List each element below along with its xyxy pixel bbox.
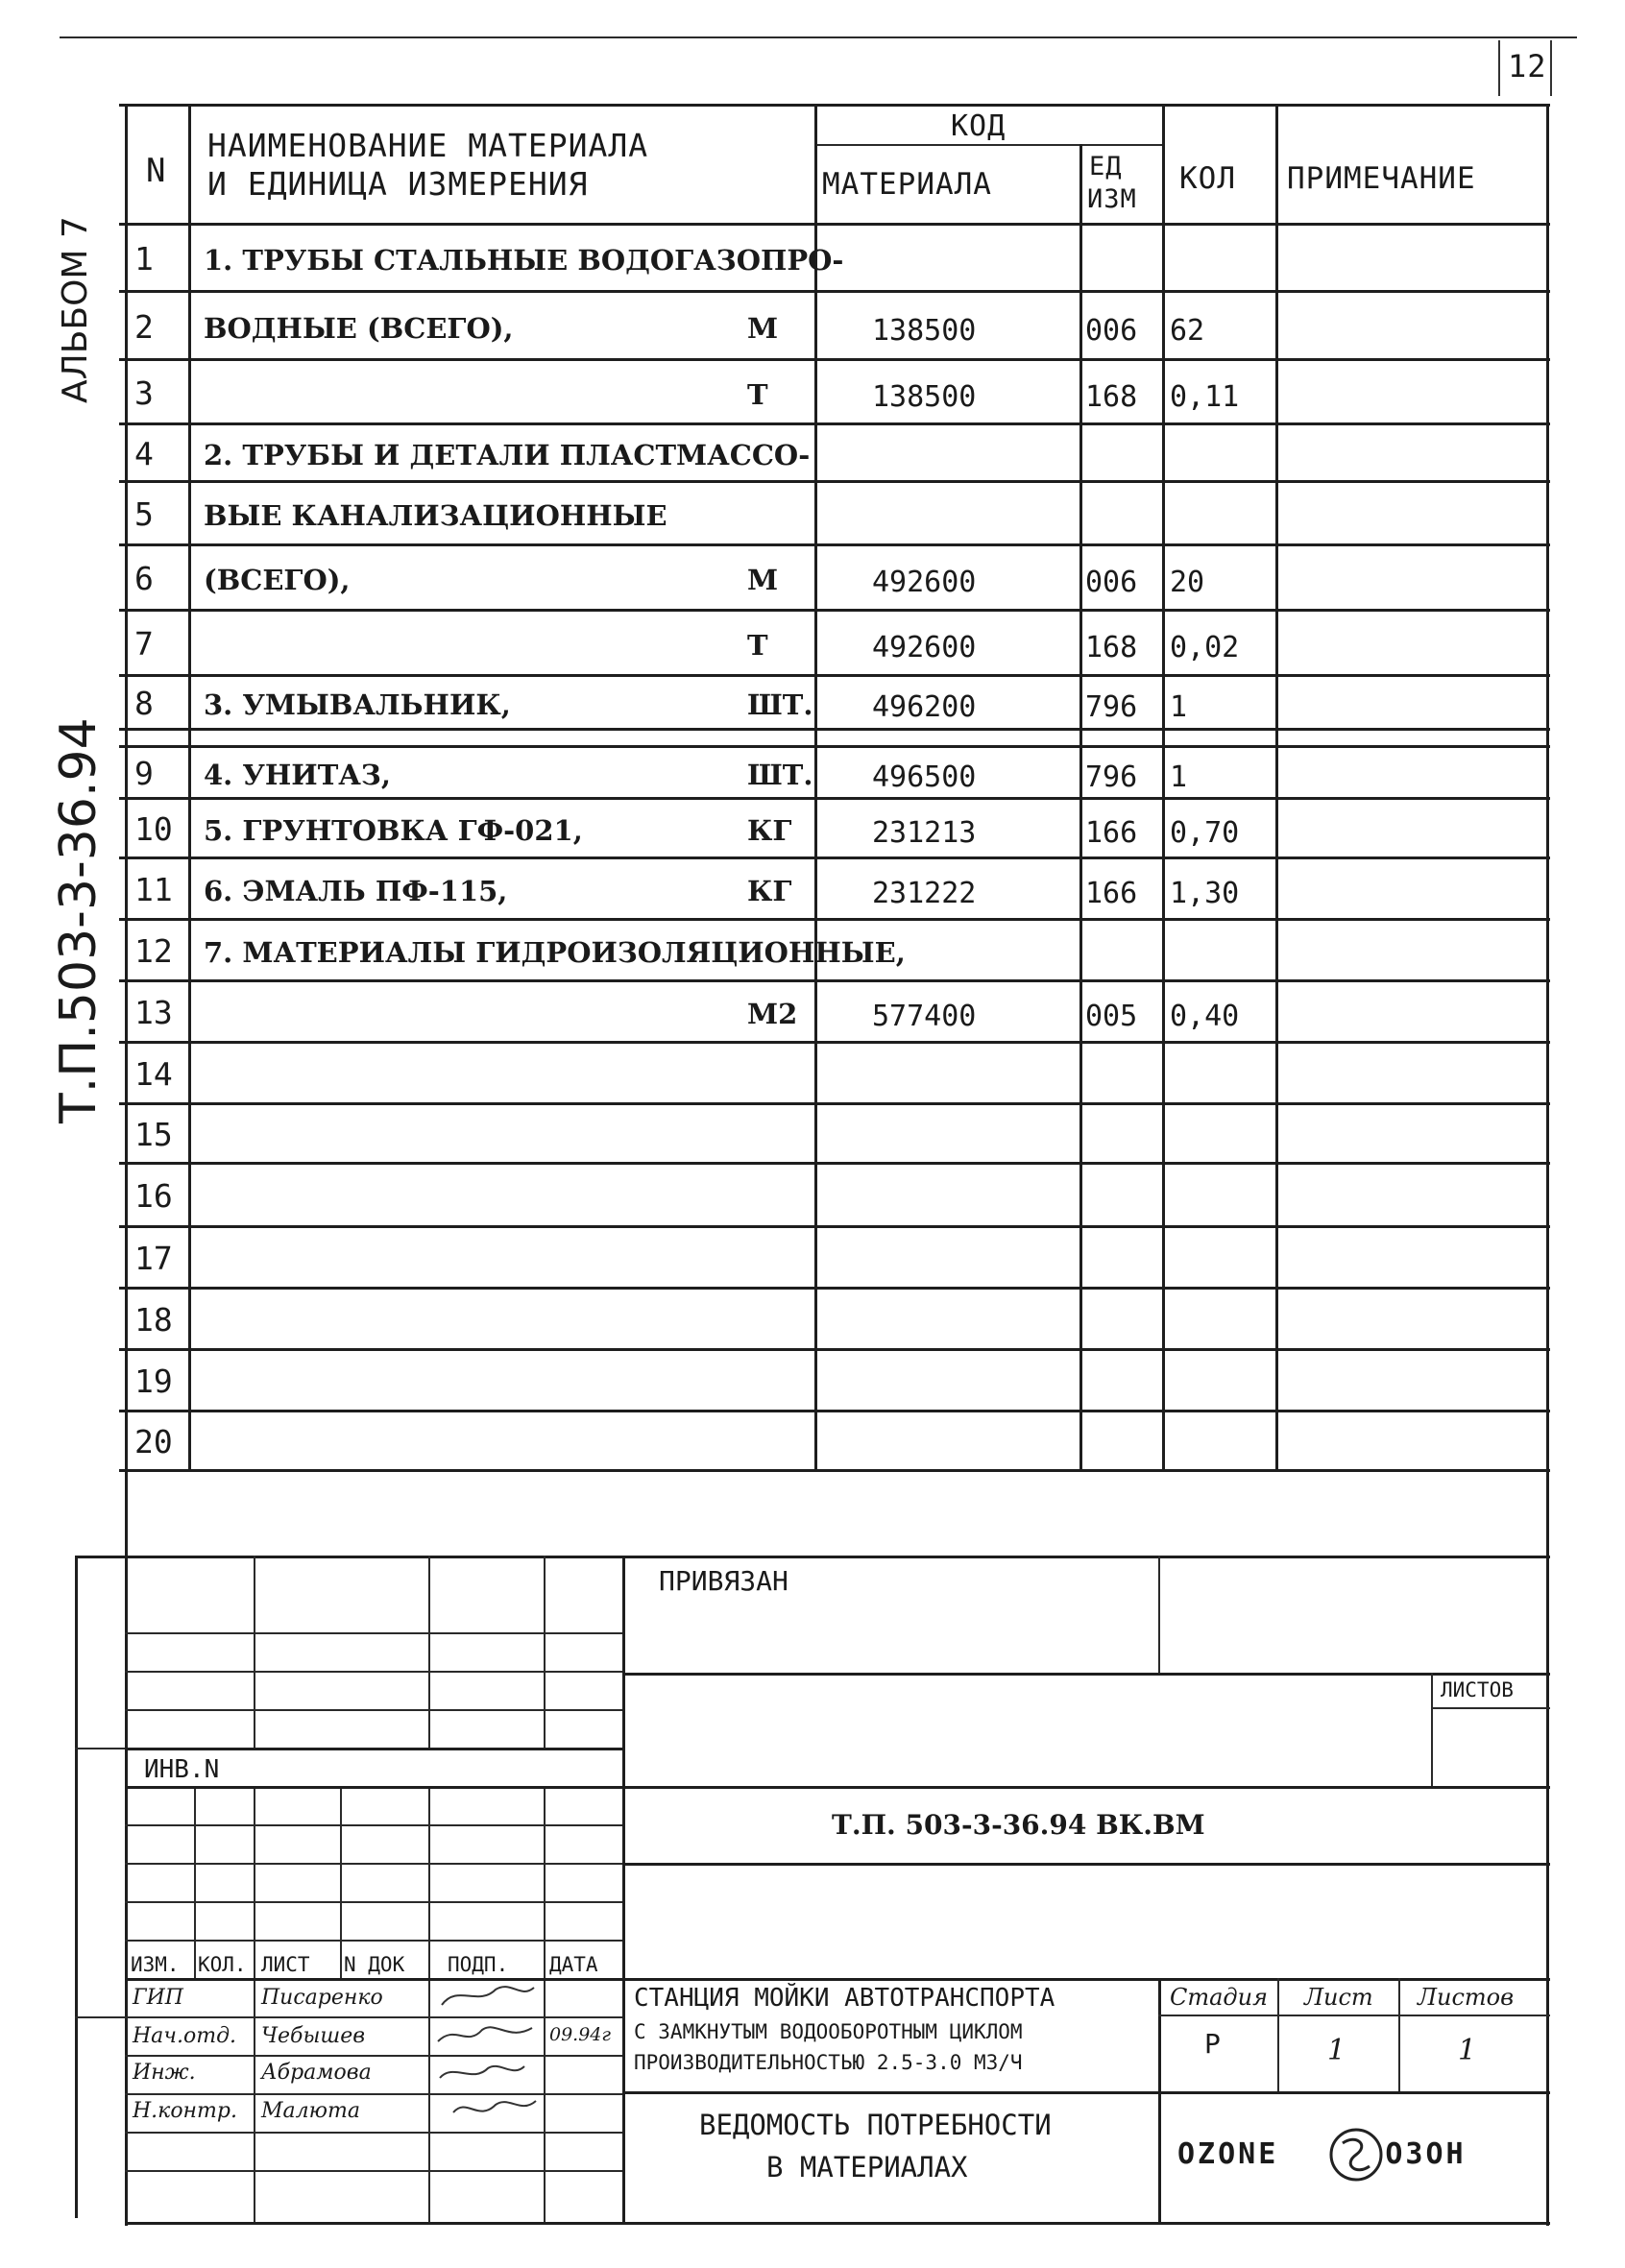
row-qty: 20	[1170, 566, 1205, 599]
row-number: 1	[134, 240, 154, 277]
row-unit: ШТ.	[747, 759, 813, 791]
row-number: 19	[134, 1363, 173, 1400]
doc-title-line2: В МАТЕРИАЛАХ	[766, 2151, 968, 2184]
row-number: 8	[134, 685, 154, 722]
doc-title-line1: ВЕДОМОСТЬ ПОТРЕБНОСТИ	[699, 2109, 1052, 2141]
row-number: 10	[134, 810, 173, 848]
row-name: 6. ЭМАЛЬ ПФ-115,	[204, 875, 508, 907]
row-number: 4	[134, 435, 154, 472]
ozone-logo	[1177, 2122, 1533, 2189]
row-unit: М2	[747, 998, 798, 1030]
row-name: 3. УМЫВАЛЬНИК,	[204, 688, 511, 721]
row-material-code: 492600	[872, 631, 977, 664]
header-code: КОД	[951, 109, 1007, 143]
date-nach: 09.94г	[549, 2024, 611, 2045]
row-unit-code: 168	[1085, 631, 1138, 664]
row-number: 9	[134, 755, 154, 792]
station-line2: С ЗАМКНУТЫМ ВОДООБОРОТНЫМ ЦИКЛОМ	[634, 2020, 1023, 2043]
row-number: 16	[134, 1177, 173, 1215]
name-inzh: Абрамова	[261, 2061, 372, 2085]
row-name: 4. УНИТАЗ,	[204, 759, 391, 791]
row-number: 15	[134, 1116, 173, 1153]
sheets-label: ЛИСТОВ	[1441, 1678, 1514, 1701]
station-line1: СТАНЦИЯ МОЙКИ АВТОТРАНСПОРТА	[634, 1984, 1055, 2013]
signatures-svg	[428, 1978, 544, 2170]
col-podp: ПОДП.	[448, 1953, 509, 1976]
stage-label: Стадия	[1170, 1984, 1268, 2011]
role-nach: Нач.отд.	[133, 2024, 237, 2048]
row-name: 7. МАТЕРИАЛЫ ГИДРОИЗОЛЯЦИОННЫЕ,	[204, 936, 906, 969]
col-list: ЛИСТ	[261, 1953, 310, 1976]
row-material-code: 496500	[872, 760, 977, 794]
col-data: ДАТА	[549, 1953, 598, 1976]
row-number: 14	[134, 1055, 173, 1093]
row-material-code: 496200	[872, 690, 977, 724]
row-unit-code: 166	[1085, 877, 1138, 910]
row-material-code: 231222	[872, 877, 977, 910]
row-number: 20	[134, 1423, 173, 1460]
row-material-code: 492600	[872, 566, 977, 599]
col-izm: ИЗМ.	[131, 1953, 180, 1976]
row-unit-code: 166	[1085, 816, 1138, 850]
row-unit-code: 005	[1085, 1000, 1138, 1033]
header-no: N	[146, 152, 167, 190]
header-note: ПРИМЕЧАНИЕ	[1287, 161, 1476, 196]
ozone-logo-mark	[1177, 2122, 1533, 2189]
row-unit: КГ	[747, 875, 792, 907]
row-qty: 1,30	[1170, 877, 1240, 910]
signature-nkontr	[453, 2101, 536, 2112]
row-qty: 0,11	[1170, 379, 1240, 414]
row-unit: Т	[747, 629, 768, 662]
header-name-line1: НАИМЕНОВАНИЕ МАТЕРИАЛА	[207, 127, 649, 164]
row-qty: 0,40	[1170, 1000, 1240, 1033]
side-project-label: Т.П.503-3-36.94	[50, 717, 108, 1123]
row-qty: 1	[1170, 690, 1188, 724]
row-number: 12	[134, 932, 173, 970]
row-number: 3	[134, 374, 154, 412]
role-inzh: Инж.	[133, 2061, 196, 2085]
row-unit: М	[747, 311, 779, 345]
sheet-label: Лист	[1304, 1984, 1373, 2011]
role-nkontr: Н.контр.	[133, 2099, 237, 2123]
header-material: МАТЕРИАЛА	[822, 167, 992, 202]
row-qty: 0,02	[1170, 631, 1240, 664]
row-name: 1. ТРУБЫ СТАЛЬНЫЕ ВОДОГАЗОПРО-	[204, 244, 844, 277]
stage-value: Р	[1204, 2028, 1221, 2060]
row-unit-code: 796	[1085, 690, 1138, 724]
row-number: 18	[134, 1301, 173, 1339]
designation: Т.П. 503-3-36.94 ВК.ВМ	[832, 1809, 1205, 1841]
row-name: (ВСЕГО),	[204, 564, 351, 596]
signature-inzh	[440, 2066, 524, 2078]
name-nkontr: Малюта	[261, 2099, 360, 2123]
header-unit-line2: ИЗМ	[1087, 184, 1137, 214]
name-gip: Писаренко	[261, 1986, 383, 2010]
row-name: ВЫЕ КАНАЛИЗАЦИОННЫЕ	[204, 499, 667, 532]
row-number: 11	[134, 871, 173, 908]
row-material-code: 138500	[872, 379, 977, 414]
row-unit: Т	[747, 377, 768, 411]
ozone-logo-text: OZONE ОЗОН	[1177, 2137, 1467, 2171]
row-qty: 1	[1170, 760, 1188, 794]
sheet-value: 1	[1327, 2034, 1346, 2067]
sheet-number: 12	[1508, 48, 1547, 84]
name-nach: Чебышев	[261, 2024, 366, 2048]
signature-gip	[442, 1987, 534, 2005]
row-name: 2. ТРУБЫ И ДЕТАЛИ ПЛАСТМАССО-	[204, 439, 811, 471]
sheets-label-2: Листов	[1418, 1984, 1515, 2011]
role-gip: ГИП	[133, 1986, 183, 2010]
row-unit: ШТ.	[747, 688, 813, 721]
row-qty: 62	[1170, 313, 1205, 348]
row-number: 6	[134, 560, 154, 597]
row-unit-code: 006	[1085, 566, 1138, 599]
row-number: 13	[134, 994, 173, 1031]
row-number: 2	[134, 307, 154, 346]
row-unit-code: 796	[1085, 760, 1138, 794]
side-album-label: АЛЬБОМ 7	[56, 216, 95, 403]
header-name-line2: И ЕДИНИЦА ИЗМЕРЕНИЯ	[207, 165, 589, 203]
header-qty: КОЛ	[1179, 161, 1236, 196]
row-unit: КГ	[747, 814, 792, 847]
row-qty: 0,70	[1170, 816, 1240, 850]
row-number: 17	[134, 1240, 173, 1277]
signature-nach	[438, 2027, 532, 2041]
row-name: 5. ГРУНТОВКА ГФ-021,	[204, 814, 583, 847]
row-material-code: 231213	[872, 816, 977, 850]
station-line3: ПРОИЗВОДИТЕЛЬНОСТЬЮ 2.5-3.0 М3/Ч	[634, 2051, 1023, 2074]
row-unit-code: 168	[1085, 379, 1138, 414]
col-ndok: N ДОК	[344, 1953, 405, 1976]
sheets-value: 1	[1458, 2034, 1477, 2067]
row-material-code: 577400	[872, 1000, 977, 1033]
header-unit-line1: ЕД	[1089, 152, 1123, 181]
row-name: ВОДНЫЕ (ВСЕГО),	[204, 311, 514, 345]
row-number: 7	[134, 625, 154, 663]
row-material-code: 138500	[872, 313, 977, 348]
bound-label: ПРИВЯЗАН	[659, 1565, 788, 1597]
row-unit: М	[747, 564, 779, 596]
col-kol: КОЛ.	[198, 1953, 247, 1976]
row-number: 5	[134, 495, 154, 533]
inv-label: ИНВ.N	[144, 1755, 220, 1784]
row-unit-code: 006	[1085, 313, 1138, 348]
